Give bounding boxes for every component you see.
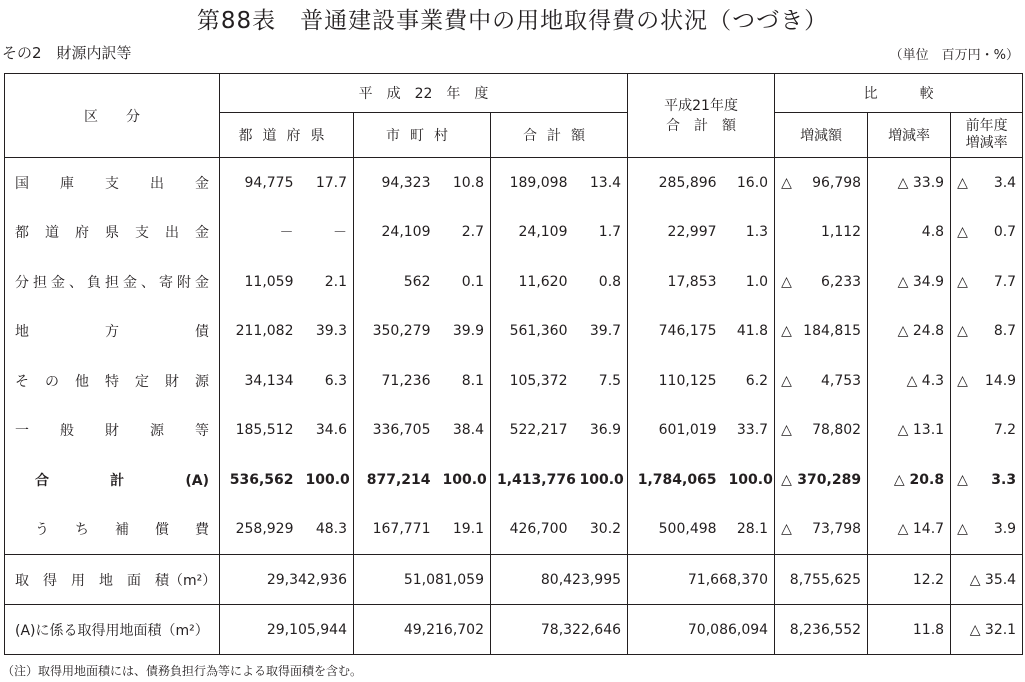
- triangle-mark: △: [781, 174, 792, 191]
- total-value: 189,098: [509, 174, 568, 191]
- table-row: [5, 356, 1023, 406]
- triangle-mark: △: [957, 174, 968, 191]
- pref-value: －: [279, 225, 294, 242]
- triangle-mark: △: [781, 471, 792, 488]
- header-rate: 増減率: [868, 113, 951, 158]
- total-pct: 13.4: [574, 158, 628, 208]
- page-title: 第88表 普通建設事業費中の用地取得費の状況（つづき）: [196, 8, 829, 34]
- diff-value-text: 1,112: [820, 224, 862, 241]
- table-row: [5, 257, 1023, 307]
- triangle-mark: △: [781, 323, 792, 340]
- prev-rate-value-text: 3.3: [991, 471, 1017, 488]
- h21-pct: 100.0: [723, 455, 775, 505]
- header-prev-rate: [951, 113, 1023, 158]
- header-h21-line2: 合 計 額: [666, 117, 737, 134]
- diff-value: [775, 307, 868, 357]
- area-table-body: [5, 555, 1023, 655]
- row-label: 一般財源等: [5, 406, 220, 456]
- diff-value: [775, 505, 868, 555]
- rate-value: △ 34.9: [868, 257, 951, 307]
- muni-value: 562: [403, 273, 431, 290]
- muni-value: 24,109: [381, 224, 431, 241]
- pref-pct: 6.3: [300, 356, 354, 406]
- pref-pct: －: [300, 208, 354, 258]
- pref-pct: 39.3: [300, 307, 354, 357]
- header-muni: 市町村: [354, 113, 491, 158]
- total-value: 1,413,776: [497, 471, 576, 488]
- area-diff: 8,755,625: [775, 555, 868, 605]
- h21-value: 601,019: [658, 422, 717, 439]
- area-total: 78,322,646: [491, 605, 628, 655]
- triangle-mark: △: [957, 372, 968, 389]
- triangle-mark: △: [957, 224, 968, 241]
- triangle-mark: △: [957, 521, 968, 538]
- pref-pct: 100.0: [300, 455, 354, 505]
- finance-table: [4, 73, 1023, 655]
- area-pref: 29,342,936: [220, 555, 354, 605]
- diff-value-text: 370,289: [797, 471, 862, 488]
- h21-pct: 16.0: [723, 158, 775, 208]
- header-h22: 平 成 22 年 度: [220, 74, 628, 113]
- area-prev-rate: △ 35.4: [969, 571, 1017, 588]
- table-row: [5, 406, 1023, 456]
- diff-value-text: 78,802: [812, 422, 862, 439]
- row-label: その他特定財源: [5, 356, 220, 406]
- rate-value: △ 14.7: [868, 505, 951, 555]
- diff-value-text: 4,753: [820, 372, 862, 389]
- subtitle: その2 財源内訳等: [2, 44, 132, 62]
- pref-value: 11,059: [244, 273, 294, 290]
- muni-value: 94,323: [381, 174, 431, 191]
- h21-value: 22,997: [667, 224, 717, 241]
- header-h21-line1: 平成21年度: [664, 97, 738, 114]
- total-value: 105,372: [509, 372, 568, 389]
- area-label: (A)に係る取得用地面積（m²）: [5, 605, 220, 655]
- muni-value: 336,705: [372, 422, 431, 439]
- row-label: うち補償費: [5, 505, 220, 555]
- table-row: [5, 307, 1023, 357]
- table-header: [5, 74, 1023, 158]
- triangle-mark: △: [781, 372, 792, 389]
- area-row: [5, 605, 1023, 655]
- table-body: [5, 158, 1023, 555]
- h21-pct: 6.2: [723, 356, 775, 406]
- pref-value: 34,134: [244, 372, 294, 389]
- area-row: [5, 555, 1023, 605]
- pref-pct: 2.1: [300, 257, 354, 307]
- muni-pct: 10.8: [437, 158, 491, 208]
- prev-rate-value-text: 7.7: [993, 273, 1017, 290]
- pref-value: 536,562: [229, 471, 294, 488]
- area-prev-rate: △ 32.1: [969, 621, 1017, 638]
- table-row: [5, 208, 1023, 258]
- pref-pct: 48.3: [300, 505, 354, 555]
- h21-value: 746,175: [658, 323, 717, 340]
- h21-pct: 33.7: [723, 406, 775, 456]
- pref-pct: 17.7: [300, 158, 354, 208]
- prev-rate-value-text: 14.9: [984, 372, 1017, 389]
- muni-pct: 38.4: [437, 406, 491, 456]
- h21-value: 110,125: [658, 372, 717, 389]
- table-row: [5, 455, 1023, 505]
- h21-value: 500,498: [658, 521, 717, 538]
- total-value: 11,620: [518, 273, 568, 290]
- prev-rate-value-text: 3.9: [993, 521, 1017, 538]
- diff-value: [775, 356, 868, 406]
- area-total: 80,423,995: [491, 555, 628, 605]
- header-category: 区 分: [5, 74, 220, 158]
- diff-value-text: 96,798: [812, 174, 862, 191]
- diff-value-text: 73,798: [812, 521, 862, 538]
- area-rate: 12.2: [868, 555, 951, 605]
- rate-value: △ 4.3: [868, 356, 951, 406]
- triangle-mark: △: [957, 323, 968, 340]
- diff-value: [775, 158, 868, 208]
- header-prev-rate-line2: 増減率: [965, 135, 1008, 151]
- muni-value: 167,771: [372, 521, 431, 538]
- muni-value: 71,236: [381, 372, 431, 389]
- triangle-mark: △: [957, 471, 968, 488]
- diff-value-text: 184,815: [803, 323, 862, 340]
- h21-value: 1,784,065: [637, 471, 717, 488]
- row-label: 合計(A): [5, 455, 220, 505]
- muni-pct: 100.0: [437, 455, 491, 505]
- area-rate: 11.8: [868, 605, 951, 655]
- prev-rate-value-text: 3.4: [993, 174, 1017, 191]
- prev-rate-value-text: 8.7: [993, 323, 1017, 340]
- rate-value: △ 33.9: [868, 158, 951, 208]
- total-pct: 100.0: [574, 455, 628, 505]
- table-row: [5, 158, 1023, 208]
- rate-value: 4.8: [868, 208, 951, 258]
- area-h21: 70,086,094: [628, 605, 775, 655]
- prev-rate-value: [951, 257, 1023, 307]
- muni-value: 350,279: [372, 323, 431, 340]
- diff-value: [775, 455, 868, 505]
- prev-rate-value-text: 7.2: [993, 422, 1017, 439]
- muni-pct: 19.1: [437, 505, 491, 555]
- muni-pct: 0.1: [437, 257, 491, 307]
- diff-value: [775, 406, 868, 456]
- total-pct: 7.5: [574, 356, 628, 406]
- diff-value-text: 6,233: [820, 273, 862, 290]
- h21-value: 285,896: [658, 174, 717, 191]
- diff-value: [775, 208, 868, 258]
- prev-rate-value: [951, 158, 1023, 208]
- total-pct: 30.2: [574, 505, 628, 555]
- triangle-mark: △: [781, 521, 792, 538]
- total-pct: 36.9: [574, 406, 628, 456]
- prev-rate-value-text: 0.7: [993, 224, 1017, 241]
- area-label: 取 得 用 地 面 積（m²）: [5, 555, 220, 605]
- row-label: 都道府県支出金: [5, 208, 220, 258]
- triangle-mark: △: [781, 422, 792, 439]
- footnote: （注）取得用地面積には、債務負担行為等による取得面積を含む。: [2, 664, 363, 678]
- header-prev-rate-line1: 前年度: [965, 118, 1008, 134]
- total-pct: 1.7: [574, 208, 628, 258]
- total-value: 24,109: [518, 224, 568, 241]
- row-label: 地方債: [5, 307, 220, 357]
- diff-value: [775, 257, 868, 307]
- area-muni: 49,216,702: [354, 605, 491, 655]
- h21-pct: 1.0: [723, 257, 775, 307]
- muni-pct: 8.1: [437, 356, 491, 406]
- muni-pct: 39.9: [437, 307, 491, 357]
- pref-pct: 34.6: [300, 406, 354, 456]
- area-muni: 51,081,059: [354, 555, 491, 605]
- pref-value: 94,775: [244, 174, 294, 191]
- triangle-mark: △: [957, 273, 968, 290]
- area-h21: 71,668,370: [628, 555, 775, 605]
- total-value: 426,700: [509, 521, 568, 538]
- header-pref: 都道府県: [220, 113, 354, 158]
- h21-value: 17,853: [667, 273, 717, 290]
- h21-pct: 1.3: [723, 208, 775, 258]
- muni-value: 877,214: [366, 471, 431, 488]
- pref-value: 211,082: [235, 323, 294, 340]
- prev-rate-value: [951, 307, 1023, 357]
- pref-value: 185,512: [235, 422, 294, 439]
- row-label: 分担金、負担金、寄附金: [5, 257, 220, 307]
- h21-pct: 41.8: [723, 307, 775, 357]
- header-compare: 比 較: [775, 74, 1023, 113]
- prev-rate-value: [951, 356, 1023, 406]
- rate-value: △ 20.8: [868, 455, 951, 505]
- total-pct: 39.7: [574, 307, 628, 357]
- header-diff: 増減額: [775, 113, 868, 158]
- muni-pct: 2.7: [437, 208, 491, 258]
- prev-rate-value: [951, 208, 1023, 258]
- table-row: [5, 505, 1023, 555]
- total-value: 522,217: [509, 422, 568, 439]
- prev-rate-value: [951, 455, 1023, 505]
- total-pct: 0.8: [574, 257, 628, 307]
- rate-value: △ 13.1: [868, 406, 951, 456]
- area-diff: 8,236,552: [775, 605, 868, 655]
- header-h21: [628, 74, 775, 158]
- rate-value: △ 24.8: [868, 307, 951, 357]
- row-label: 国庫支出金: [5, 158, 220, 208]
- pref-value: 258,929: [235, 521, 294, 538]
- header-total: 合計額: [491, 113, 628, 158]
- unit-label: （単位 百万円・%）: [889, 48, 1019, 63]
- h21-pct: 28.1: [723, 505, 775, 555]
- prev-rate-value: [951, 505, 1023, 555]
- total-value: 561,360: [509, 323, 568, 340]
- prev-rate-value: [951, 406, 1023, 456]
- triangle-mark: △: [781, 273, 792, 290]
- area-pref: 29,105,944: [220, 605, 354, 655]
